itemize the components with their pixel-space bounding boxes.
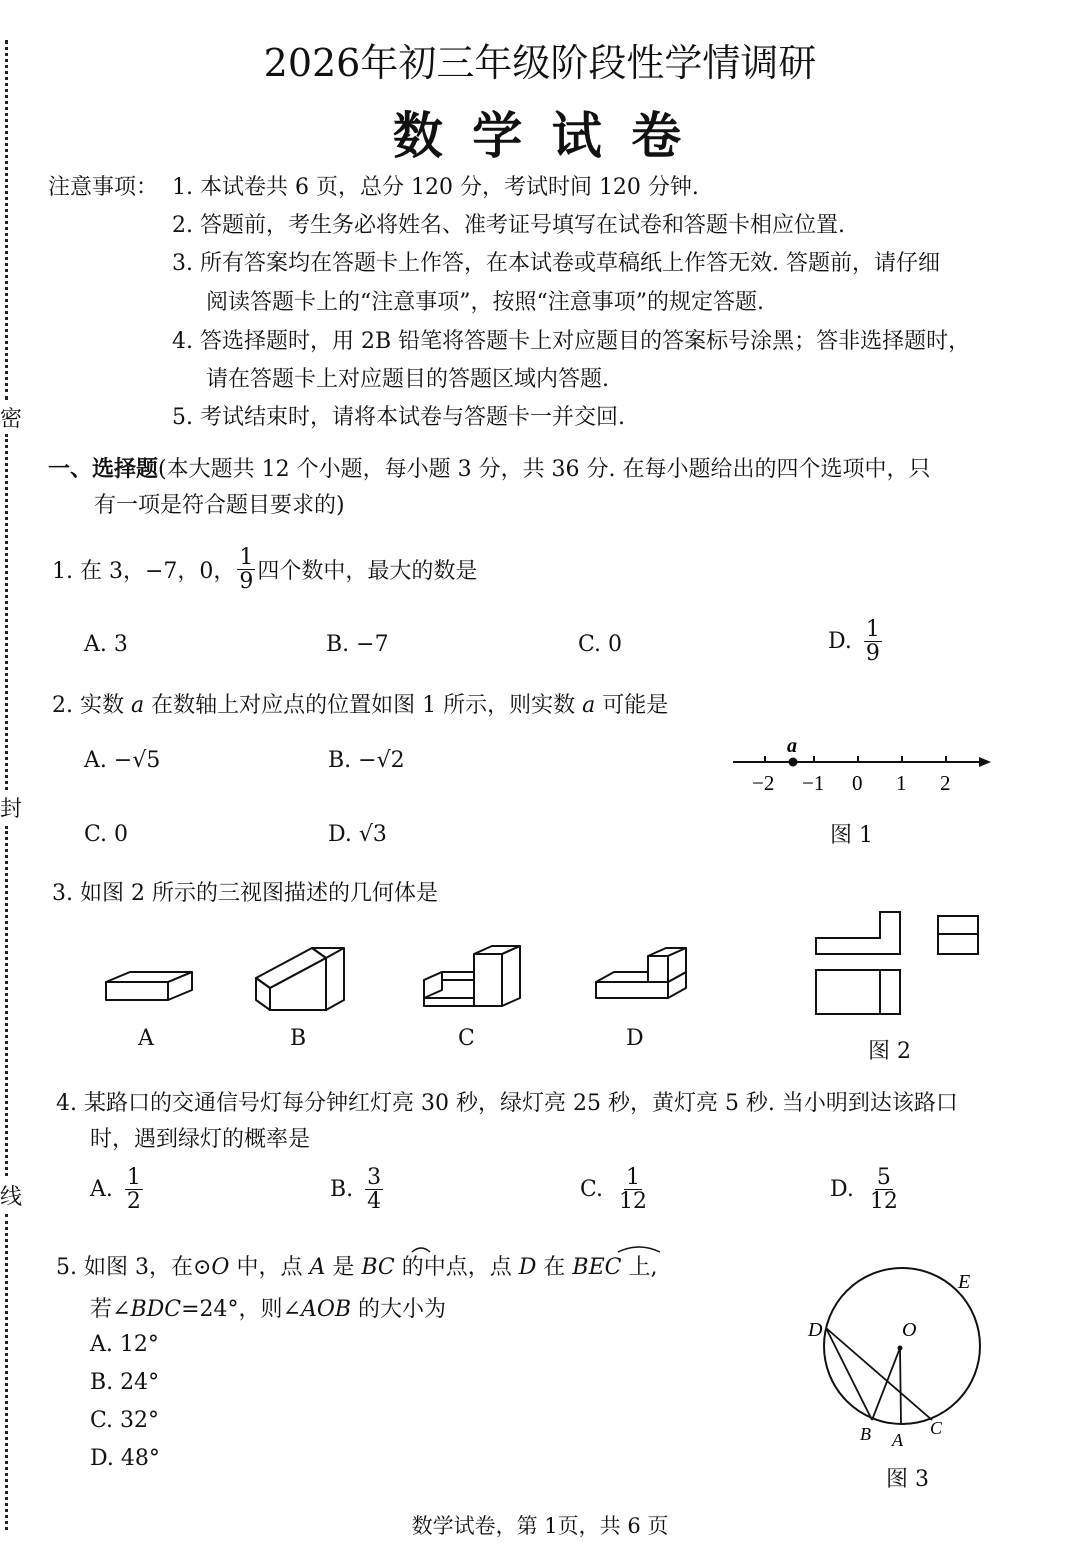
solid-option-d [590,940,695,1020]
exam-title: 2026年初三年级阶段性学情调研 [263,41,817,85]
notice-item-2: 2. 答题前，考生务必将姓名、准考证号填写在试卷和答题卡相应位置. [172,213,845,238]
q5-text: 上, [621,1255,658,1280]
q4-b-fraction [365,1166,383,1213]
segment-oa [900,1348,901,1424]
q2-b-label: B. [328,748,352,773]
question-2-stem [52,688,668,719]
q4-option-c [580,1166,651,1213]
q4-c-label: C. [580,1177,604,1203]
binding-dotted-line [5,40,8,400]
segment-db [826,1328,872,1420]
q1-frac-den: 9 [239,569,254,595]
q4-b-label: B. [330,1177,354,1203]
top-view [816,970,900,1014]
q5-arc-bec: BEC [572,1255,622,1280]
figure-1-label: 图 1 [830,823,873,848]
binding-dotted-line [5,826,8,1176]
number-line-arrow [979,757,991,767]
notice-item-3: 3. 所有答案均在答题卡上作答，在本试卷或草稿纸上作答无效. 答题前，请仔细 [172,251,940,276]
segment-bo [872,1348,900,1420]
q4-c-fraction [617,1166,649,1213]
q1-suffix: 四个数中，最大的数是 [257,559,478,585]
q5-var: O [211,1255,230,1280]
question-5-stem-line2 [90,1292,446,1323]
figure-3-label: 图 3 [886,1467,929,1492]
q5-angle: AOB [300,1297,352,1322]
tick-label-1: 1 [896,771,907,795]
section-one-heading [48,452,931,483]
question-4-stem-line2: 时，遇到绿灯的概率是 [90,1127,311,1152]
label-b: B [860,1424,871,1444]
solid-label-c: C [458,1026,475,1051]
q4-b-num: 3 [367,1165,382,1190]
q4-a-fraction [125,1166,143,1213]
q4-c-den: 12 [619,1189,648,1215]
q4-option-d [830,1166,902,1213]
q5-var: D [518,1255,537,1280]
page-footer: 数学试卷，第 1页，共 6 页 [411,1514,669,1538]
q2-option-d [328,822,387,847]
q1-option-b: B. −7 [326,632,389,657]
q5-text: =24°，则∠ [181,1297,301,1322]
q4-option-a [90,1166,145,1213]
exam-subtitle: 数 学 试 卷 [392,107,688,165]
q2-option-b [328,748,405,773]
notice-item-3-cont: 阅读答题卡上的“注意事项”，按照“注意事项”的规定答题. [206,290,764,315]
q5-var: A [309,1255,326,1280]
q4-b-den: 4 [367,1189,382,1215]
q4-a-num: 1 [126,1165,141,1190]
binding-label-mi: 密 [0,407,23,432]
q1-fraction [237,546,255,593]
q4-d-den: 12 [869,1189,898,1215]
q1-option-d-label: D. [828,629,852,655]
figure-2-label: 图 2 [868,1039,911,1064]
tick-label-0: 0 [852,771,863,795]
segment-dc [826,1328,932,1420]
q2-option-c: C. 0 [84,822,129,847]
q1-frac-num: 1 [239,545,254,570]
label-d: D [808,1319,823,1341]
q1-prefix: 1. 在 3，−7，0， [52,559,236,585]
question-5-stem-line1 [56,1250,657,1281]
tick-label-neg2: −2 [752,771,775,795]
figure-3-circle [800,1262,1000,1462]
binding-label-feng: 封 [0,797,23,822]
solid-option-b [250,940,360,1020]
q5-text: 的大小为 [351,1297,447,1322]
section-one-desc: (本大题共 12 个小题，每小题 3 分，共 36 分. 在每小题给出的四个选项中，只 [158,457,931,482]
front-view [816,912,900,954]
q5-option-b: B. 24° [90,1370,160,1395]
arc-symbol-bec [616,1244,662,1254]
label-c: C [930,1418,943,1438]
q1-option-d-fraction [864,618,882,665]
binding-dotted-line [5,1214,8,1530]
q5-arc-bc: BC [361,1255,395,1280]
label-a: A [892,1430,903,1450]
q5-text: 中，点 [229,1255,310,1280]
q5-text: 是 [325,1255,362,1280]
q4-a-den: 2 [126,1189,141,1215]
q5-angle: BDC [130,1297,182,1322]
q5-text: 在 [536,1255,573,1280]
q5-option-d: D. 48° [90,1446,160,1471]
q4-d-fraction [868,1166,900,1213]
q4-option-b [330,1166,385,1213]
label-e: E [958,1271,971,1293]
label-o: O [902,1319,917,1341]
notice-item-4: 4. 答选择题时，用 2B 铅笔将答题卡上对应题目的答案标号涂黑；答非选择题时， [172,329,971,354]
notice-label: 注意事项： [48,175,159,200]
solid-label-b: B [290,1026,307,1051]
q2-stem-b: 在数轴上对应点的位置如图 1 所示，则实数 [144,693,583,718]
point-a-label: a [787,735,797,757]
q2-option-a [84,748,160,773]
figure-2-three-views [808,904,988,1024]
q2-var-a-2: a [582,693,596,718]
q2-stem-a: 2. 实数 [52,693,131,718]
tick-label-2: 2 [940,771,951,795]
solid-label-a: A [138,1026,154,1051]
solid-option-a [100,960,205,1020]
q1-option-a: A. 3 [84,632,128,657]
q1-d-num: 1 [865,617,880,642]
q2-stem-c: 可能是 [595,693,669,718]
section-one-desc-line2: 有一项是符合题目要求的) [94,493,345,518]
arc-symbol-bc [410,1244,432,1254]
q2-b-value: −√2 [358,748,405,773]
q4-a-label: A. [90,1177,113,1203]
q5-text: 的中点，点 [394,1255,519,1280]
q2-d-value: √3 [358,822,387,847]
center-o-dot [898,1346,903,1351]
q2-var-a: a [130,693,145,718]
q2-a-value: −√5 [113,748,161,773]
binding-label-xian: 线 [0,1185,23,1210]
q4-c-num: 1 [626,1165,641,1190]
q2-a-label: A. [84,748,107,773]
notice-item-4-cont: 请在答题卡上对应题目的答题区域内答题. [206,367,609,392]
question-1-stem [52,546,477,593]
question-3-stem: 3. 如图 2 所示的三视图描述的几何体是 [52,881,438,906]
point-a-dot [789,758,798,767]
q5-text: 5. 如图 3，在⊙ [56,1255,212,1280]
solid-label-d: D [626,1026,644,1051]
tick-label-neg1: −1 [802,771,825,795]
binding-dotted-line [5,434,8,790]
solid-option-c [418,940,528,1020]
notice-item-5: 5. 考试结束时，请将本试卷与答题卡一并交回. [172,405,625,430]
q1-d-den: 9 [865,641,880,667]
q4-d-num: 5 [876,1165,891,1190]
q5-option-c: C. 32° [90,1408,160,1433]
q5-option-a: A. 12° [90,1332,159,1357]
notice-item-1: 1. 本试卷共 6 页，总分 120 分，考试时间 120 分钟. [172,175,699,200]
question-4-stem-line1: 4. 某路口的交通信号灯每分钟红灯亮 30 秒，绿灯亮 25 秒，黄灯亮 5 秒. 当小明到达该路口 [56,1091,958,1116]
figure-1-number-line [725,732,1000,802]
q2-d-label: D. [328,822,352,847]
q5-text: 若∠ [90,1297,131,1322]
section-one-title: 一、选择题 [48,457,159,482]
q1-option-c: C. 0 [578,632,623,657]
q4-d-label: D. [830,1177,854,1203]
q1-option-d [828,618,884,665]
